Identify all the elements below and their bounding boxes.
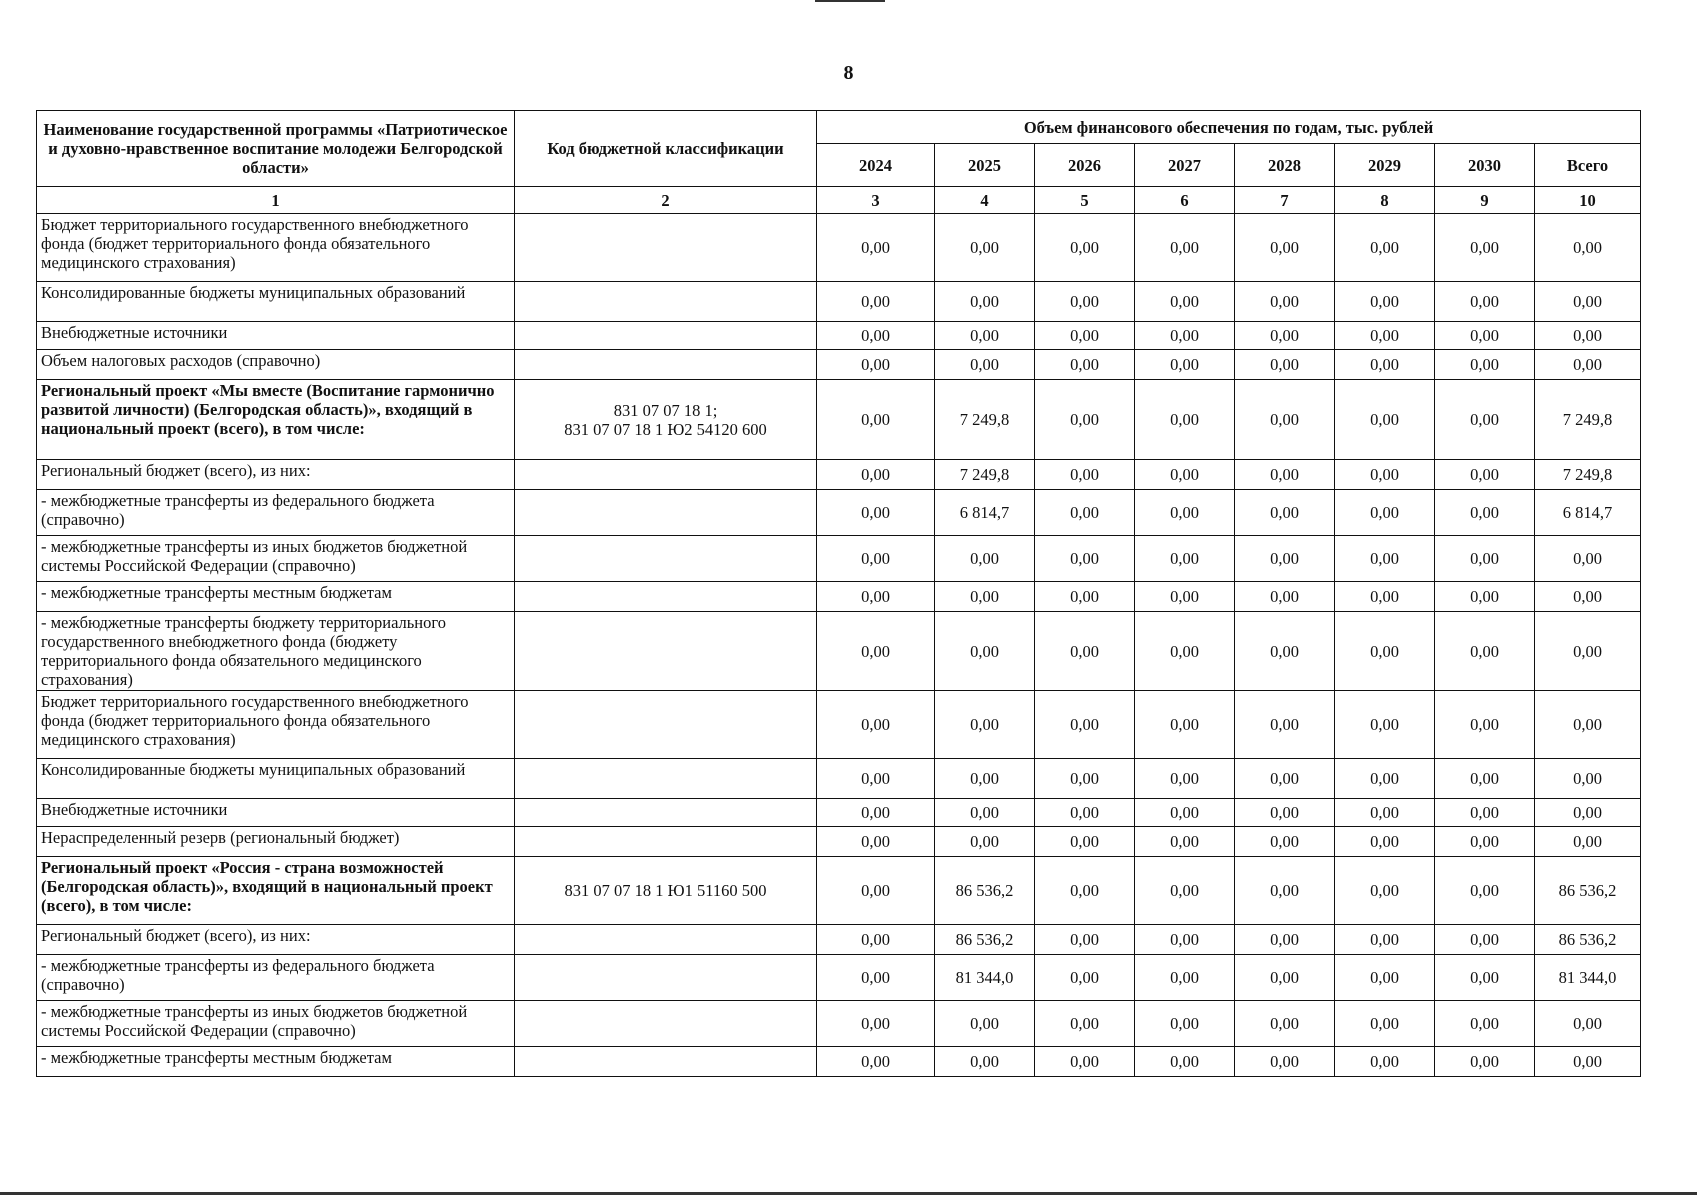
row-budget-code — [515, 322, 817, 350]
row-total-value: 0,00 — [1535, 799, 1641, 827]
row-year-value: 0,00 — [1435, 799, 1535, 827]
row-year-value: 0,00 — [1035, 1001, 1135, 1047]
table-row — [37, 460, 1641, 490]
column-number: 2 — [515, 187, 817, 214]
row-year-value: 0,00 — [1135, 857, 1235, 925]
column-number: 8 — [1335, 187, 1435, 214]
row-year-value: 0,00 — [1335, 490, 1435, 536]
row-year-value: 0,00 — [817, 827, 935, 857]
row-total-value: 6 814,7 — [1535, 490, 1641, 536]
row-year-value: 0,00 — [1135, 350, 1235, 380]
row-year-value: 0,00 — [1335, 322, 1435, 350]
row-year-value: 0,00 — [817, 955, 935, 1001]
year-header: 2027 — [1135, 144, 1235, 187]
row-total-value: 0,00 — [1535, 322, 1641, 350]
row-name: - межбюджетные трансферты бюджету территориального государственного внебюджетного фонда (бюджету территориального фонда обязательного медицинского страхования) — [37, 612, 515, 691]
row-year-value: 0,00 — [1135, 1001, 1235, 1047]
row-year-value: 0,00 — [1435, 536, 1535, 582]
row-year-value: 0,00 — [935, 1047, 1035, 1077]
row-year-value: 0,00 — [935, 350, 1035, 380]
table-row — [37, 282, 1641, 322]
row-year-value: 0,00 — [1235, 925, 1335, 955]
row-year-value: 0,00 — [1235, 582, 1335, 612]
row-year-value: 7 249,8 — [935, 460, 1035, 490]
row-name: Объем налоговых расходов (справочно) — [37, 350, 515, 380]
table-row — [37, 322, 1641, 350]
row-year-value: 0,00 — [1035, 759, 1135, 799]
row-year-value: 0,00 — [817, 214, 935, 282]
row-year-value: 0,00 — [1135, 827, 1235, 857]
row-budget-code — [515, 827, 817, 857]
row-name: Региональный проект «Мы вместе (Воспитание гармонично развитой личности) (Белгородская область)», входящий в национальный проект (всего), в том числе: — [37, 380, 515, 460]
row-year-value: 0,00 — [1235, 350, 1335, 380]
row-year-value: 0,00 — [1335, 1001, 1435, 1047]
row-year-value: 0,00 — [1135, 380, 1235, 460]
row-year-value: 0,00 — [935, 282, 1035, 322]
row-total-value: 7 249,8 — [1535, 380, 1641, 460]
row-year-value: 0,00 — [1335, 380, 1435, 460]
row-year-value: 0,00 — [1035, 925, 1135, 955]
row-year-value: 0,00 — [1235, 322, 1335, 350]
row-year-value: 0,00 — [1335, 827, 1435, 857]
row-year-value: 0,00 — [817, 460, 935, 490]
row-year-value: 0,00 — [1335, 214, 1435, 282]
row-year-value: 0,00 — [817, 536, 935, 582]
row-year-value: 0,00 — [1235, 857, 1335, 925]
row-budget-code — [515, 1001, 817, 1047]
column-number: 6 — [1135, 187, 1235, 214]
total-header: Всего — [1535, 144, 1641, 187]
year-header: 2030 — [1435, 144, 1535, 187]
row-year-value: 0,00 — [935, 612, 1035, 691]
row-year-value: 0,00 — [935, 214, 1035, 282]
row-year-value: 86 536,2 — [935, 857, 1035, 925]
row-year-value: 0,00 — [1435, 322, 1535, 350]
row-year-value: 0,00 — [1035, 460, 1135, 490]
row-year-value: 0,00 — [817, 380, 935, 460]
table-row — [37, 857, 1641, 925]
row-year-value: 0,00 — [1235, 1047, 1335, 1077]
table-body — [37, 214, 1641, 1077]
row-year-value: 0,00 — [1335, 691, 1435, 759]
row-year-value: 0,00 — [1235, 380, 1335, 460]
table-row — [37, 582, 1641, 612]
bottom-rule — [0, 1192, 1697, 1195]
row-year-value: 0,00 — [1435, 380, 1535, 460]
table-row — [37, 799, 1641, 827]
row-year-value: 0,00 — [1035, 322, 1135, 350]
row-name: - межбюджетные трансферты из иных бюджетов бюджетной системы Российской Федерации (справочно) — [37, 1001, 515, 1047]
column-number: 10 — [1535, 187, 1641, 214]
row-year-value: 0,00 — [1335, 857, 1435, 925]
row-budget-code — [515, 799, 817, 827]
row-total-value: 0,00 — [1535, 282, 1641, 322]
row-budget-code — [515, 460, 817, 490]
row-year-value: 0,00 — [1435, 955, 1535, 1001]
row-year-value: 0,00 — [817, 759, 935, 799]
row-name: Консолидированные бюджеты муниципальных образований — [37, 759, 515, 799]
row-year-value: 0,00 — [1435, 1047, 1535, 1077]
row-year-value: 0,00 — [1435, 582, 1535, 612]
row-year-value: 0,00 — [1235, 691, 1335, 759]
row-name: - межбюджетные трансферты местным бюджетам — [37, 582, 515, 612]
row-budget-code — [515, 612, 817, 691]
funding-table — [36, 110, 1641, 1077]
table-row — [37, 955, 1641, 1001]
row-name: Региональный бюджет (всего), из них: — [37, 925, 515, 955]
table-row — [37, 490, 1641, 536]
column-number: 4 — [935, 187, 1035, 214]
row-year-value: 0,00 — [817, 490, 935, 536]
column-number: 9 — [1435, 187, 1535, 214]
row-year-value: 0,00 — [1035, 612, 1135, 691]
row-year-value: 0,00 — [1235, 827, 1335, 857]
row-name: Внебюджетные источники — [37, 322, 515, 350]
table-row — [37, 691, 1641, 759]
page-number: 8 — [843, 62, 854, 84]
row-year-value: 0,00 — [1035, 582, 1135, 612]
column-number: 5 — [1035, 187, 1135, 214]
row-total-value: 0,00 — [1535, 612, 1641, 691]
row-total-value: 0,00 — [1535, 536, 1641, 582]
row-year-value: 0,00 — [1435, 214, 1535, 282]
table-row — [37, 1047, 1641, 1077]
row-year-value: 0,00 — [1335, 925, 1435, 955]
row-year-value: 0,00 — [1435, 490, 1535, 536]
row-year-value: 0,00 — [817, 350, 935, 380]
row-name: Нераспределенный резерв (региональный бюджет) — [37, 827, 515, 857]
row-year-value: 0,00 — [817, 799, 935, 827]
row-year-value: 0,00 — [1135, 536, 1235, 582]
row-name: Региональный проект «Россия - страна возможностей (Белгородская область)», входящий в национальный проект (всего), в том числе: — [37, 857, 515, 925]
row-year-value: 0,00 — [1435, 460, 1535, 490]
row-name: - межбюджетные трансферты из федерального бюджета (справочно) — [37, 490, 515, 536]
row-total-value: 7 249,8 — [1535, 460, 1641, 490]
row-total-value: 0,00 — [1535, 1001, 1641, 1047]
row-year-value: 0,00 — [1235, 612, 1335, 691]
row-year-value: 0,00 — [1335, 799, 1435, 827]
row-year-value: 0,00 — [1035, 490, 1135, 536]
row-year-value: 0,00 — [817, 282, 935, 322]
row-year-value: 0,00 — [1335, 460, 1435, 490]
year-header: 2025 — [935, 144, 1035, 187]
budget-code-header: Код бюджетной классификации — [515, 111, 817, 187]
row-year-value: 0,00 — [817, 1001, 935, 1047]
table-row — [37, 759, 1641, 799]
row-year-value: 0,00 — [1435, 925, 1535, 955]
row-year-value: 0,00 — [1135, 955, 1235, 1001]
top-rule — [815, 0, 885, 2]
column-number: 7 — [1235, 187, 1335, 214]
row-year-value: 0,00 — [817, 612, 935, 691]
row-budget-code: 831 07 07 18 1 Ю1 51160 500 — [515, 857, 817, 925]
row-budget-code — [515, 759, 817, 799]
table-row — [37, 350, 1641, 380]
row-year-value: 0,00 — [1135, 925, 1235, 955]
row-budget-code — [515, 925, 817, 955]
row-name: Бюджет территориального государственного внебюджетного фонда (бюджет территориального фонда обязательного медицинского страхования) — [37, 214, 515, 282]
row-year-value: 0,00 — [1135, 759, 1235, 799]
row-year-value: 0,00 — [1435, 350, 1535, 380]
row-year-value: 86 536,2 — [935, 925, 1035, 955]
row-name: - межбюджетные трансферты местным бюджетам — [37, 1047, 515, 1077]
row-year-value: 0,00 — [1035, 282, 1135, 322]
row-year-value: 0,00 — [935, 759, 1035, 799]
row-year-value: 0,00 — [1135, 1047, 1235, 1077]
row-year-value: 0,00 — [935, 827, 1035, 857]
row-name: Консолидированные бюджеты муниципальных образований — [37, 282, 515, 322]
row-name: Внебюджетные источники — [37, 799, 515, 827]
row-budget-code: 831 07 07 18 1; 831 07 07 18 1 Ю2 54120 600 — [515, 380, 817, 460]
row-year-value: 0,00 — [935, 322, 1035, 350]
row-total-value: 0,00 — [1535, 691, 1641, 759]
row-year-value: 0,00 — [1235, 799, 1335, 827]
row-year-value: 0,00 — [1435, 282, 1535, 322]
year-header: 2026 — [1035, 144, 1135, 187]
row-year-value: 6 814,7 — [935, 490, 1035, 536]
row-year-value: 0,00 — [1335, 282, 1435, 322]
row-budget-code — [515, 490, 817, 536]
row-year-value: 0,00 — [817, 925, 935, 955]
year-header: 2028 — [1235, 144, 1335, 187]
row-year-value: 0,00 — [1235, 490, 1335, 536]
row-year-value: 0,00 — [1335, 1047, 1435, 1077]
row-budget-code — [515, 350, 817, 380]
row-total-value: 0,00 — [1535, 350, 1641, 380]
year-header: 2029 — [1335, 144, 1435, 187]
row-year-value: 0,00 — [1135, 460, 1235, 490]
row-year-value: 0,00 — [817, 691, 935, 759]
row-year-value: 0,00 — [935, 536, 1035, 582]
row-budget-code — [515, 536, 817, 582]
row-year-value: 0,00 — [1035, 691, 1135, 759]
row-total-value: 0,00 — [1535, 582, 1641, 612]
row-year-value: 0,00 — [1135, 691, 1235, 759]
row-year-value: 0,00 — [1235, 536, 1335, 582]
row-name: - межбюджетные трансферты из федерального бюджета (справочно) — [37, 955, 515, 1001]
table-row — [37, 536, 1641, 582]
row-year-value: 0,00 — [1435, 691, 1535, 759]
row-budget-code — [515, 691, 817, 759]
row-total-value: 0,00 — [1535, 827, 1641, 857]
row-year-value: 0,00 — [1135, 612, 1235, 691]
table-row — [37, 380, 1641, 460]
row-year-value: 0,00 — [1335, 612, 1435, 691]
row-budget-code — [515, 282, 817, 322]
row-year-value: 0,00 — [1035, 536, 1135, 582]
row-budget-code — [515, 955, 817, 1001]
row-total-value: 0,00 — [1535, 214, 1641, 282]
row-year-value: 0,00 — [1035, 799, 1135, 827]
row-year-value: 0,00 — [1035, 827, 1135, 857]
row-year-value: 0,00 — [1435, 857, 1535, 925]
row-year-value: 81 344,0 — [935, 955, 1035, 1001]
row-year-value: 0,00 — [1335, 536, 1435, 582]
row-year-value: 0,00 — [1235, 759, 1335, 799]
row-year-value: 0,00 — [935, 1001, 1035, 1047]
row-year-value: 0,00 — [1135, 322, 1235, 350]
row-year-value: 0,00 — [817, 582, 935, 612]
table-row — [37, 214, 1641, 282]
row-year-value: 0,00 — [1435, 827, 1535, 857]
row-year-value: 0,00 — [817, 322, 935, 350]
row-year-value: 0,00 — [1435, 759, 1535, 799]
row-year-value: 0,00 — [817, 857, 935, 925]
row-year-value: 0,00 — [1135, 490, 1235, 536]
row-year-value: 0,00 — [1335, 582, 1435, 612]
row-year-value: 0,00 — [1235, 282, 1335, 322]
row-year-value: 0,00 — [1035, 380, 1135, 460]
row-total-value: 0,00 — [1535, 1047, 1641, 1077]
row-budget-code — [515, 582, 817, 612]
funding-header: Объем финансового обеспечения по годам, тыс. рублей — [817, 111, 1641, 144]
row-year-value: 0,00 — [935, 691, 1035, 759]
row-year-value: 0,00 — [1035, 350, 1135, 380]
row-budget-code — [515, 1047, 817, 1077]
row-year-value: 0,00 — [1435, 1001, 1535, 1047]
row-year-value: 0,00 — [1235, 1001, 1335, 1047]
row-year-value: 0,00 — [1435, 612, 1535, 691]
row-name: Региональный бюджет (всего), из них: — [37, 460, 515, 490]
row-total-value: 0,00 — [1535, 759, 1641, 799]
row-total-value: 86 536,2 — [1535, 857, 1641, 925]
row-year-value: 0,00 — [1135, 799, 1235, 827]
year-header: 2024 — [817, 144, 935, 187]
row-year-value: 0,00 — [1035, 955, 1135, 1001]
row-year-value: 0,00 — [817, 1047, 935, 1077]
table-row — [37, 827, 1641, 857]
row-year-value: 0,00 — [1235, 214, 1335, 282]
row-year-value: 0,00 — [1135, 214, 1235, 282]
row-year-value: 0,00 — [1135, 582, 1235, 612]
row-year-value: 0,00 — [1035, 1047, 1135, 1077]
row-year-value: 0,00 — [1135, 282, 1235, 322]
row-year-value: 0,00 — [1235, 460, 1335, 490]
row-year-value: 0,00 — [1335, 955, 1435, 1001]
row-total-value: 86 536,2 — [1535, 925, 1641, 955]
row-year-value: 0,00 — [935, 582, 1035, 612]
row-year-value: 0,00 — [1335, 759, 1435, 799]
row-year-value: 0,00 — [935, 799, 1035, 827]
row-year-value: 0,00 — [1235, 955, 1335, 1001]
row-year-value: 0,00 — [1035, 214, 1135, 282]
row-year-value: 0,00 — [1035, 857, 1135, 925]
column-number: 1 — [37, 187, 515, 214]
row-year-value: 0,00 — [1335, 350, 1435, 380]
program-name-header: Наименование государственной программы «Патриотическое и духовно-нравственное воспитание молодежи Белгородской области» — [37, 111, 515, 187]
row-name: Бюджет территориального государственного внебюджетного фонда (бюджет территориального фонда обязательного медицинского страхования) — [37, 691, 515, 759]
row-total-value: 81 344,0 — [1535, 955, 1641, 1001]
table-row — [37, 1001, 1641, 1047]
row-year-value: 7 249,8 — [935, 380, 1035, 460]
row-budget-code — [515, 214, 817, 282]
column-number: 3 — [817, 187, 935, 214]
table-row — [37, 612, 1641, 691]
row-name: - межбюджетные трансферты из иных бюджетов бюджетной системы Российской Федерации (справочно) — [37, 536, 515, 582]
table-row — [37, 925, 1641, 955]
